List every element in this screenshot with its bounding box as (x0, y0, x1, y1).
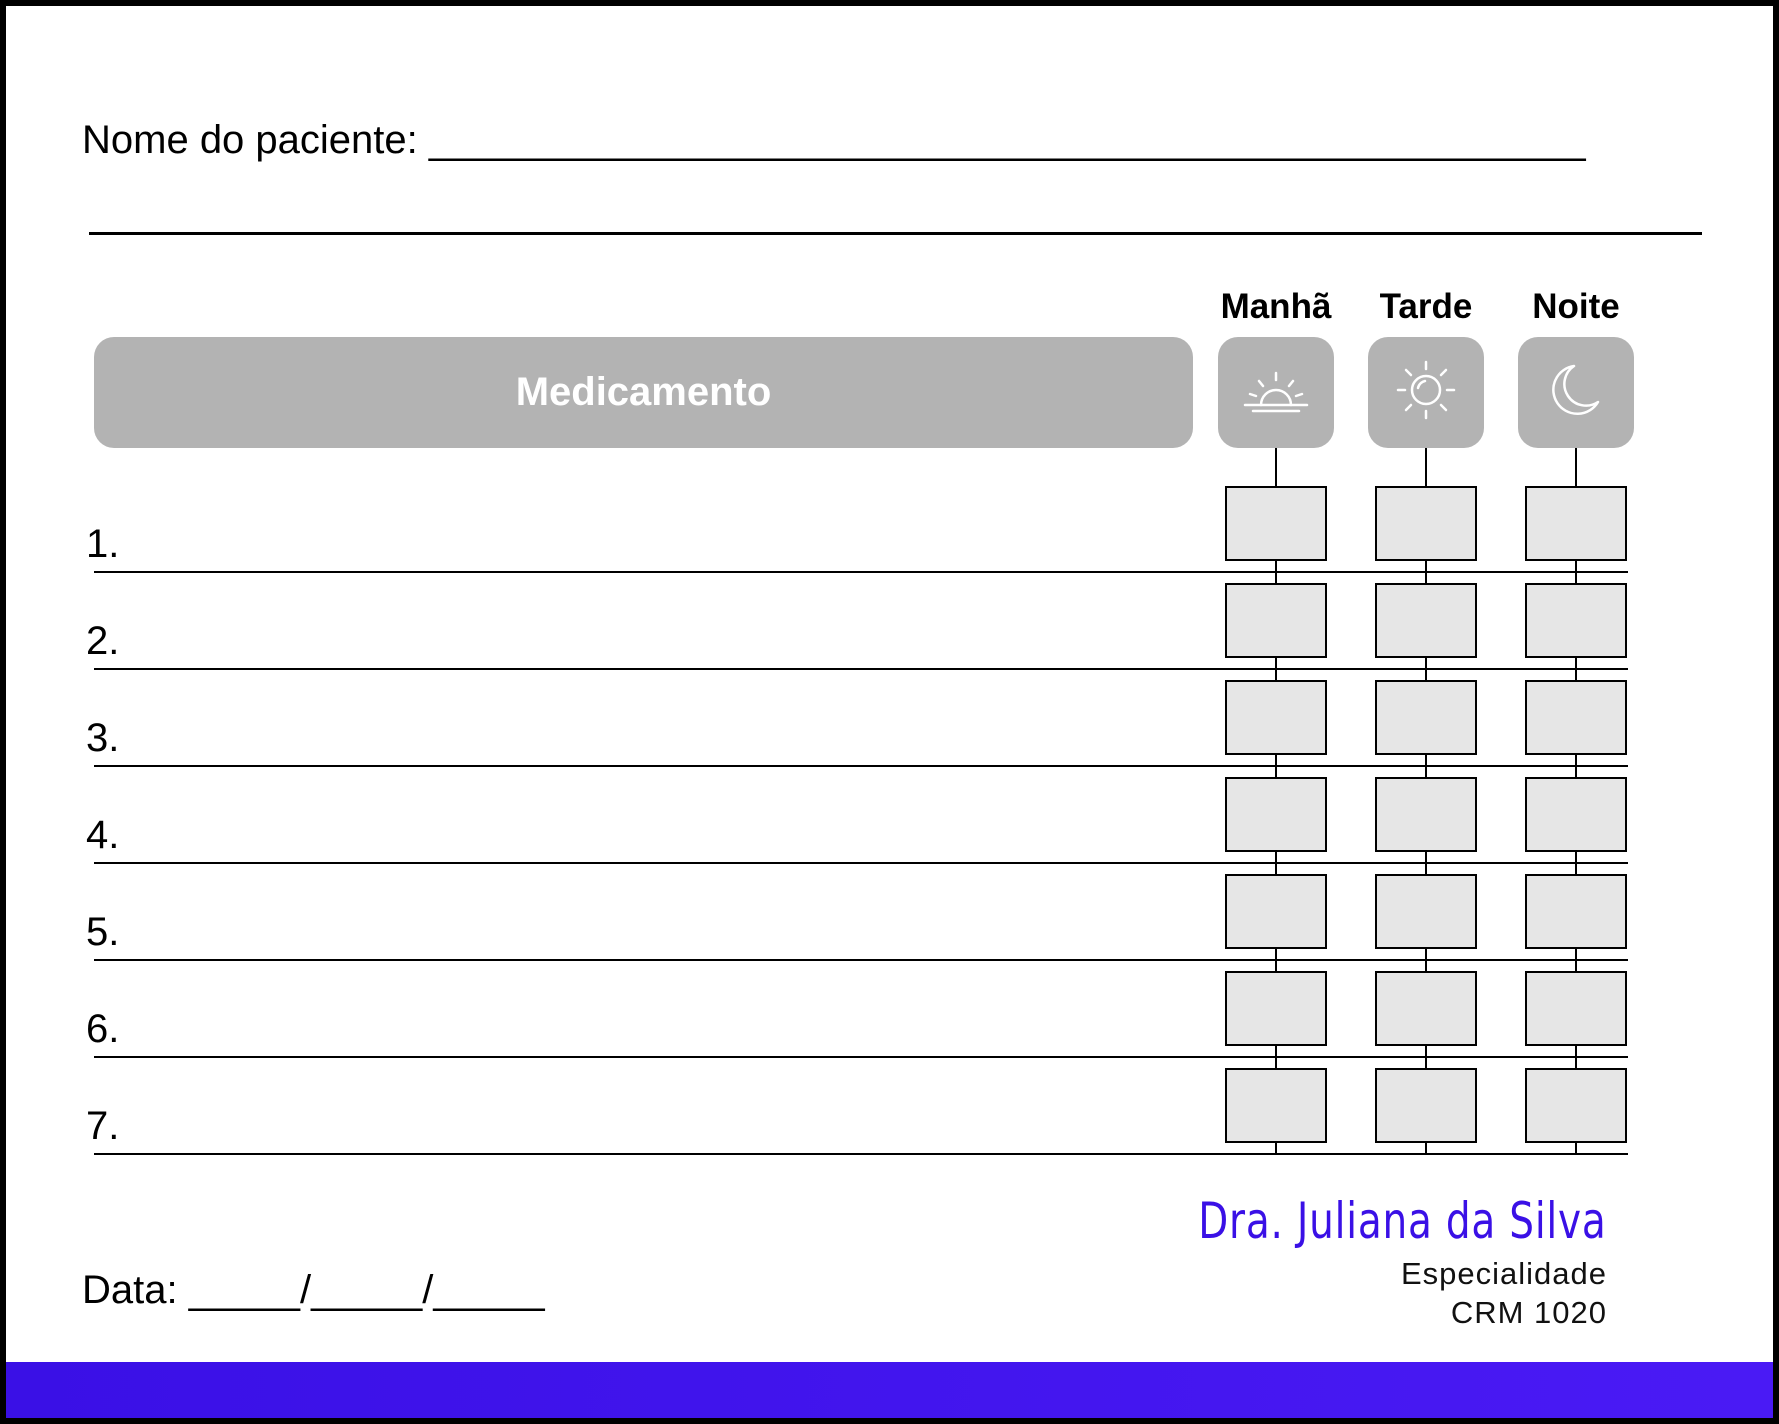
row-line-6[interactable] (94, 1056, 1628, 1058)
moon-icon (1548, 360, 1604, 425)
checkbox-row2-afternoon[interactable] (1375, 583, 1477, 658)
doctor-specialty: Especialidade (1400, 1256, 1607, 1291)
checkbox-row3-morning[interactable] (1225, 680, 1327, 755)
row-line-5[interactable] (94, 959, 1628, 961)
checkbox-row6-night[interactable] (1525, 971, 1627, 1046)
checkbox-row4-morning[interactable] (1225, 777, 1327, 852)
night-header-box (1518, 337, 1634, 448)
row-line-4[interactable] (94, 862, 1628, 864)
period-label-afternoon: Tarde (1379, 287, 1473, 326)
checkbox-row7-afternoon[interactable] (1375, 1068, 1477, 1143)
row-number-1: 1. (86, 522, 120, 566)
doctor-name: Dra. Juliana da Silva (1198, 1192, 1607, 1250)
checkbox-row1-morning[interactable] (1225, 486, 1327, 561)
medication-header: Medicamento (94, 337, 1193, 448)
patient-name-label: Nome do paciente: ____________________________________________________ (82, 118, 1586, 162)
date-field[interactable]: Data: _____/_____/_____ (82, 1268, 545, 1312)
checkbox-row1-night[interactable] (1525, 486, 1627, 561)
row-line-2[interactable] (94, 668, 1628, 670)
checkbox-row1-afternoon[interactable] (1375, 486, 1477, 561)
checkbox-row5-morning[interactable] (1225, 874, 1327, 949)
checkbox-row5-afternoon[interactable] (1375, 874, 1477, 949)
row-number-6: 6. (86, 1007, 120, 1051)
row-number-2: 2. (86, 619, 120, 663)
footer-accent-bar (6, 1362, 1773, 1418)
sunrise-icon (1241, 365, 1311, 420)
checkbox-row4-afternoon[interactable] (1375, 777, 1477, 852)
morning-header-box (1218, 337, 1334, 448)
sun-icon (1394, 358, 1458, 427)
period-label-morning: Manhã (1220, 287, 1332, 326)
checkbox-row2-morning[interactable] (1225, 583, 1327, 658)
row-number-3: 3. (86, 716, 120, 760)
checkbox-row6-morning[interactable] (1225, 971, 1327, 1046)
doctor-crm: CRM 1020 (1450, 1295, 1607, 1330)
period-label-night: Noite (1532, 287, 1620, 326)
row-number-4: 4. (86, 813, 120, 857)
checkbox-row4-night[interactable] (1525, 777, 1627, 852)
row-number-5: 5. (86, 910, 120, 954)
row-number-7: 7. (86, 1104, 120, 1148)
checkbox-row7-morning[interactable] (1225, 1068, 1327, 1143)
checkbox-row7-night[interactable] (1525, 1068, 1627, 1143)
checkbox-row3-afternoon[interactable] (1375, 680, 1477, 755)
checkbox-row6-afternoon[interactable] (1375, 971, 1477, 1046)
checkbox-row2-night[interactable] (1525, 583, 1627, 658)
afternoon-header-box (1368, 337, 1484, 448)
row-line-1[interactable] (94, 571, 1628, 573)
patient-name-line-2[interactable] (89, 232, 1702, 235)
checkbox-row3-night[interactable] (1525, 680, 1627, 755)
row-line-3[interactable] (94, 765, 1628, 767)
row-line-7[interactable] (94, 1153, 1628, 1155)
checkbox-row5-night[interactable] (1525, 874, 1627, 949)
